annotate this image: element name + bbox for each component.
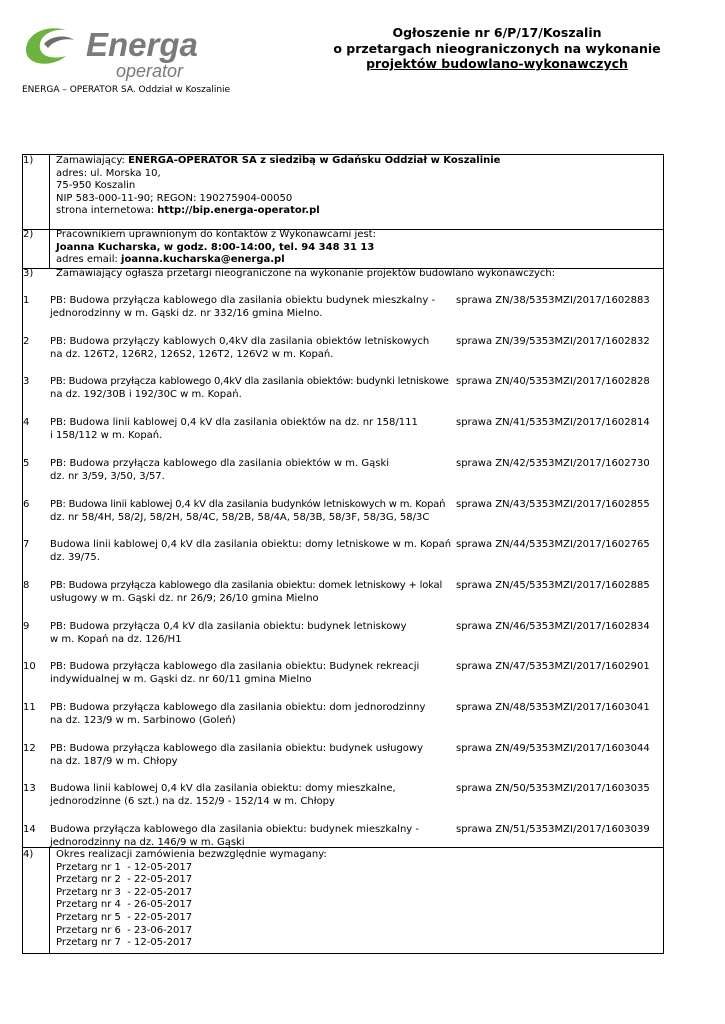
tender-item-line-1: PB: Budowa przyłącza kablowego dla zasilania obiektu budynek mieszkalny - bbox=[50, 295, 436, 306]
deadline-line: Przetarg nr 4 - 26-05-2017 bbox=[56, 899, 193, 911]
tender-item-line-1: Budowa przyłącza kablowego dla zasilania obiektu: budynek mieszkalny - bbox=[50, 824, 419, 835]
tender-item-line-2: dz. nr 3/59, 3/50, 3/57. bbox=[50, 470, 165, 482]
tender-item-line-1: PB: Budowa przyłącza kablowego dla zasilania obiektu: budynek usługowy bbox=[50, 743, 424, 754]
deadline-line: Przetarg nr 5 - 22-05-2017 bbox=[56, 911, 193, 923]
tender-item-case-number: sprawa ZN/45/5353MZI/2017/1602885 bbox=[456, 580, 650, 591]
tax-ids: NIP 583-000-11-90; REGON: 190275904-00050 bbox=[56, 192, 293, 204]
tender-item-line-1: PB: Budowa linii kablowej 0,4 kV dla zasilania obiektów na dz. nr 158/111 bbox=[50, 417, 418, 428]
tender-item-case-number: sprawa ZN/43/5353MZI/2017/1602855 bbox=[456, 499, 650, 510]
contact-person: Joanna Kucharska, w godz. 8:00-14:00, tel. 94 348 31 13 bbox=[56, 241, 375, 253]
deadline-line: Przetarg nr 2 - 22-05-2017 bbox=[56, 874, 193, 886]
tender-item-line-2: dz. nr 58/4H, 58/2J, 58/2H, 58/4C, 58/2B, 58/4A, 58/3B, 58/3F, 58/3G, 58/3C bbox=[50, 511, 430, 523]
tender-item-line-1: PB: Budowa przyłącza kablowego dla zasilania obiektów w m. Gąski bbox=[50, 458, 390, 469]
section-number-2: 2) bbox=[23, 229, 34, 240]
tender-item-line-1: PB: Budowa przyłącza kablowego 0,4kV dla zasilania obiektów: budynki letniskowe bbox=[50, 376, 449, 387]
tender-item-line-1: PB: Budowa przyłącza kablowego dla zasilania obiektu: domek letniskowy + lokal bbox=[50, 580, 443, 591]
tender-item-description bbox=[50, 539, 454, 564]
tender-item-number: 10 bbox=[23, 661, 36, 672]
tender-item-line-1: PB: Budowa przyłącza kablowego dla zasilania obiektu: Budynek rekreacji bbox=[50, 661, 420, 672]
section-number-1: 1) bbox=[23, 155, 34, 166]
tender-item-description bbox=[50, 783, 454, 808]
tender-item-description bbox=[50, 336, 454, 361]
tender-item-line-2: na dz. 123/9 w m. Sarbinowo (Goleń) bbox=[50, 714, 236, 726]
tender-item-description bbox=[50, 376, 454, 401]
website-label: strona internetowa: bbox=[56, 205, 158, 217]
tender-item-description bbox=[50, 295, 454, 320]
tender-item-case-number: sprawa ZN/50/5353MZI/2017/1603035 bbox=[456, 783, 650, 794]
logo-text: Energa bbox=[86, 26, 198, 63]
tender-item-line-1: Budowa linii kablowej 0,4 kV dla zasilania obiektu: domy letniskowe w m. Kopań bbox=[50, 539, 452, 550]
tender-item-line-1: PB: Budowa przyłączy kablowych 0,4kV dla zasilania obiektów letniskowych bbox=[50, 336, 430, 347]
tender-item-description bbox=[50, 417, 454, 442]
tender-item-case-number: sprawa ZN/40/5353MZI/2017/1602828 bbox=[456, 376, 650, 387]
title-line-1: Ogłoszenie nr 6/P/17/Koszalin bbox=[392, 25, 602, 40]
deadline-line: Przetarg nr 6 - 23-06-2017 bbox=[56, 924, 193, 936]
tender-item-line-2: na dz. 187/9 w m. Chłopy bbox=[50, 755, 178, 767]
deadline-line: Przetarg nr 3 - 22-05-2017 bbox=[56, 886, 193, 898]
tender-item-description bbox=[50, 743, 454, 768]
tender-item-number: 7 bbox=[23, 539, 30, 550]
tender-item-line-2: usługowy w m. Gąski dz. nr 26/9; 26/10 gmina Mielno bbox=[50, 592, 319, 604]
company-line: ENERGA – OPERATOR SA. Oddział w Koszalinie bbox=[22, 85, 231, 95]
section-3-intro: Zamawiający ogłasza przetargi nieograniczone na wykonanie projektów budowlano wykonawczych: bbox=[56, 268, 556, 279]
tender-item-number: 6 bbox=[23, 499, 30, 510]
tender-item-case-number: sprawa ZN/49/5353MZI/2017/1603044 bbox=[456, 743, 650, 754]
tender-item-line-1: PB: Budowa przyłącza 0,4 kV dla zasilania obiektu: budynek letniskowy bbox=[50, 621, 407, 632]
tender-item-case-number: sprawa ZN/44/5353MZI/2017/1602765 bbox=[456, 539, 650, 550]
tender-item-line-1: PB: Budowa linii kablowej 0,4 kV dla zasilania budynków letniskowych w m. Kopań bbox=[50, 499, 446, 510]
energa-swoosh-icon bbox=[22, 22, 222, 82]
tender-item-line-1: PB: Budowa przyłącza kablowego dla zasilania obiektu: dom jednorodzinny bbox=[50, 702, 426, 713]
city: 75-950 Koszalin bbox=[56, 180, 136, 192]
tender-item-case-number: sprawa ZN/47/5353MZI/2017/1602901 bbox=[456, 661, 650, 672]
tender-item-description bbox=[50, 824, 454, 849]
col-divider-bottom bbox=[49, 847, 50, 954]
page-title bbox=[330, 25, 664, 72]
tender-item-number: 12 bbox=[23, 743, 36, 754]
tender-item-case-number: sprawa ZN/46/5353MZI/2017/1602834 bbox=[456, 621, 650, 632]
contact-intro: Pracownikiem uprawnionym do kontaktów z Wykonawcami jest: bbox=[56, 229, 376, 240]
tender-item-description bbox=[50, 621, 454, 646]
section-number-4: 4) bbox=[23, 849, 34, 860]
col-divider-top bbox=[49, 154, 50, 268]
tender-item-line-2: jednorodzinne (6 szt.) na dz. 152/9 - 152/14 w m. Chłopy bbox=[50, 795, 335, 807]
email-label: adres email: bbox=[56, 254, 122, 266]
address: adres: ul. Morska 10, bbox=[56, 167, 161, 179]
contracting-label: Zamawiający: bbox=[56, 155, 129, 166]
tender-item-case-number: sprawa ZN/38/5353MZI/2017/1602883 bbox=[456, 295, 650, 306]
tender-item-number: 11 bbox=[23, 702, 36, 713]
tender-item-number: 3 bbox=[23, 376, 30, 387]
title-line-3: projektów budowlano-wykonawczych bbox=[366, 56, 628, 71]
tender-item-case-number: sprawa ZN/41/5353MZI/2017/1602814 bbox=[456, 417, 650, 428]
tender-item-line-2: jednorodzinny na dz. 146/9 w m. Gąski bbox=[50, 836, 245, 848]
tender-item-description bbox=[50, 702, 454, 727]
tender-item-number: 9 bbox=[23, 621, 30, 632]
tender-item-number: 5 bbox=[23, 458, 30, 469]
tender-item-number: 1 bbox=[23, 295, 30, 306]
tender-item-line-2: na dz. 126T2, 126R2, 126S2, 126T2, 126V2 w m. Kopań. bbox=[50, 348, 334, 360]
deadline-intro: Okres realizacji zamówienia bezwzględnie wymagany: bbox=[56, 849, 327, 860]
tender-item-number: 2 bbox=[23, 336, 30, 347]
tender-item-number: 4 bbox=[23, 417, 30, 428]
tender-item-number: 14 bbox=[23, 824, 36, 835]
tender-item-case-number: sprawa ZN/48/5353MZI/2017/1603041 bbox=[456, 702, 650, 713]
tender-item-case-number: sprawa ZN/42/5353MZI/2017/1602730 bbox=[456, 458, 650, 469]
tender-item-case-number: sprawa ZN/51/5353MZI/2017/1603039 bbox=[456, 824, 650, 835]
tender-item-number: 13 bbox=[23, 783, 36, 794]
tender-item-description bbox=[50, 458, 454, 483]
energa-logo bbox=[22, 22, 222, 82]
contracting-name: ENERGA-OPERATOR SA z siedzibą w Gdańsku Oddział w Koszalinie bbox=[128, 155, 501, 166]
logo-subtext: operator bbox=[116, 61, 184, 81]
email-link[interactable]: joanna.kucharska@energa.pl bbox=[121, 254, 285, 266]
tender-item-line-2: dz. 39/75. bbox=[50, 551, 100, 563]
title-line-2: o przetargach nieograniczonych na wykonanie bbox=[333, 40, 661, 56]
deadline-line: Przetarg nr 7 - 12-05-2017 bbox=[56, 937, 193, 949]
section-2-content bbox=[56, 229, 376, 267]
deadline-line: Przetarg nr 1 - 12-05-2017 bbox=[56, 861, 193, 873]
tender-item-number: 8 bbox=[23, 580, 30, 591]
tender-item-line-2: w m. Kopań na dz. 126/H1 bbox=[50, 633, 182, 645]
deadline-list bbox=[56, 862, 327, 950]
tender-item-line-2: jednorodzinny w m. Gąski dz. nr 332/16 gmina Mielno. bbox=[50, 307, 323, 319]
section-number-3: 3) bbox=[23, 268, 34, 279]
section-1-content bbox=[56, 155, 500, 218]
tender-item-line-2: i 158/112 w m. Kopań. bbox=[50, 429, 163, 441]
tender-item-line-1: Budowa linii kablowej 0,4 kV dla zasilania obiektu: domy mieszkalne, bbox=[50, 783, 396, 794]
tender-item-case-number: sprawa ZN/39/5353MZI/2017/1602832 bbox=[456, 336, 650, 347]
tender-item-description bbox=[50, 580, 454, 605]
section-4-content bbox=[56, 849, 327, 950]
tender-item-line-2: indywidualnej w m. Gąski dz. nr 60/11 gmina Mielno bbox=[50, 673, 312, 685]
tender-item-line-2: na dz. 192/30B i 192/30C w m. Kopań. bbox=[50, 388, 242, 400]
tender-item-description bbox=[50, 499, 454, 524]
tender-item-description bbox=[50, 661, 454, 686]
website-link[interactable]: http://bip.energa-operator.pl bbox=[157, 205, 320, 217]
